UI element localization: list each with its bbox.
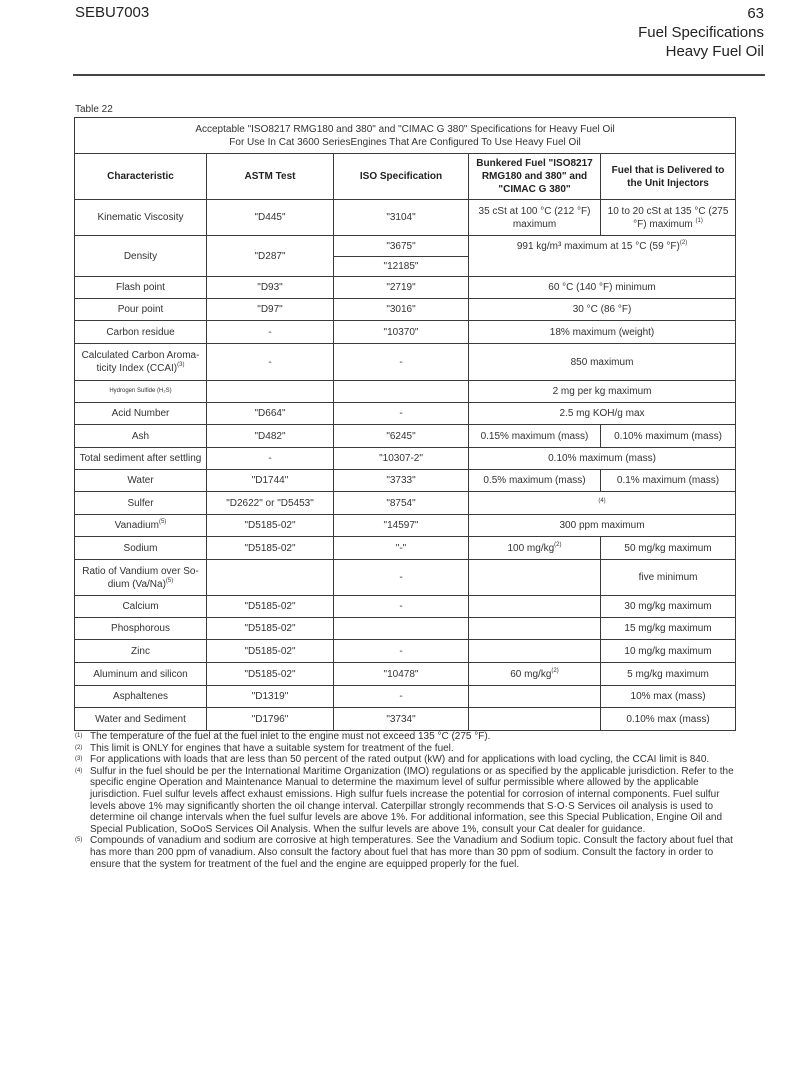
delivered-cell: 50 mg/kg maximum (601, 537, 736, 560)
subsection-title: Heavy Fuel Oil (665, 43, 764, 60)
iso-cell: - (334, 344, 469, 381)
footnote-ref: (2) (679, 240, 688, 246)
page-header-right (638, 4, 764, 61)
astm-cell: "D5185-02" (207, 596, 334, 618)
column-header: Characteristic (75, 154, 207, 200)
footnote (75, 766, 745, 836)
table-row (75, 200, 736, 236)
delivered-cell (601, 200, 736, 236)
characteristic-cell: Aluminum and silicon (75, 663, 207, 686)
combined-value-cell: 0.10% maximum (mass) (469, 448, 736, 470)
combined-value-cell: 300 ppm maximum (469, 515, 736, 537)
combined-value-cell: 2.5 mg KOH/g max (469, 403, 736, 425)
table-row (75, 299, 736, 321)
characteristic-cell: Water and Sediment (75, 708, 207, 731)
table-row (75, 344, 736, 381)
bunkered-value: 60 mg/kg (510, 668, 552, 680)
delivered-cell: 10% max (mass) (601, 686, 736, 708)
characteristic-cell (75, 344, 207, 381)
bunkered-cell (469, 596, 601, 618)
iso-cell: - (334, 596, 469, 618)
astm-cell: "D287" (207, 236, 334, 277)
footnote-ref: (5) (158, 519, 167, 525)
iso-cell: - (334, 640, 469, 663)
table-row (75, 492, 736, 515)
table-row (75, 537, 736, 560)
footnote (75, 754, 745, 766)
footnote-ref: (3) (177, 362, 185, 368)
table-title-line1: Acceptable "ISO8217 RMG180 and 380" and "CIMAC G 380" Specifications for Heavy Fuel Oil (195, 123, 615, 135)
delivered-cell: 0.1% maximum (mass) (601, 470, 736, 492)
delivered-value: 10 to 20 cSt at 135 °C (275 °F) maximum (607, 205, 729, 230)
iso-cell: "10307-2" (334, 448, 469, 470)
astm-cell: "D93" (207, 277, 334, 299)
table-row (75, 515, 736, 537)
astm-cell: "D5185-02" (207, 537, 334, 560)
iso-cell: "3104" (334, 200, 469, 236)
table-row (75, 277, 736, 299)
delivered-cell: five minimum (601, 560, 736, 596)
footnote-text: Sulfur in the fuel should be per the International Maritime Organization (IMO) regulations or as specified by the applicable jurisdiction. Refer to the specific engine Operation and Maintenance Manual to determine the maximum level of sulfur permissible where allowed by the applicable jurisdiction. Fuel sulfur levels affect exhaust emissions. High sulfur fuels increase the potential for corrosion of internal components. Fuel sulfur levels above 1% may significantly shorten the oil change interval. Caterpillar strongly recommends that S·O·S Services oil analysis is used to determine oil change intervals when the fuel sulfur levels are above 1%. For additional information, see this Special Publication, Engine Oil and Special Publication, SoOoS Services Oil Analysis. When the sulfur levels are above 1%, consult your Cat dealer for guidance. (90, 765, 734, 835)
footnote-ref: (2) (554, 541, 562, 548)
astm-cell (207, 381, 334, 403)
characteristic-cell: Carbon residue (75, 321, 207, 344)
delivered-cell: 0.10% max (mass) (601, 708, 736, 731)
iso-cell: "3733" (334, 470, 469, 492)
astm-cell: - (207, 448, 334, 470)
footnote-mark: (2) (75, 744, 83, 751)
iso-cell: - (334, 560, 469, 596)
characteristic-cell: Calcium (75, 596, 207, 618)
footnote-ref: (2) (551, 667, 559, 674)
footnote (75, 743, 745, 755)
delivered-cell: 10 mg/kg maximum (601, 640, 736, 663)
footnote-text: For applications with loads that are less than 50 percent of the rated output (kW) and for applications with load cycling, the CCAI limit is 840. (90, 754, 710, 766)
table-row (75, 381, 736, 403)
column-header: ISO Specification (334, 154, 469, 200)
fuel-spec-table (74, 117, 736, 731)
delivered-cell: 5 mg/kg maximum (601, 663, 736, 686)
iso-cell: "12185" (334, 257, 469, 277)
iso-cell: - (334, 403, 469, 425)
table-row (75, 321, 736, 344)
combined-value-cell (469, 236, 736, 277)
astm-cell (207, 560, 334, 596)
footnote-mark: (4) (75, 767, 83, 774)
iso-cell: - (334, 686, 469, 708)
iso-cell: "2719" (334, 277, 469, 299)
iso-cell: "10478" (334, 663, 469, 686)
table-row (75, 686, 736, 708)
footnote-mark: (3) (75, 756, 83, 763)
iso-cell: "14597" (334, 515, 469, 537)
iso-cell: "3016" (334, 299, 469, 321)
table-row (75, 236, 736, 257)
footnote-mark: (5) (75, 837, 83, 844)
footnotes (75, 731, 745, 870)
table-row (75, 618, 736, 640)
iso-cell (334, 618, 469, 640)
astm-cell: "D1796" (207, 708, 334, 731)
characteristic-cell: Total sediment after settling (75, 448, 207, 470)
iso-cell (334, 381, 469, 403)
section-title: Fuel Specifications (638, 24, 764, 41)
combined-value-cell: 30 °C (86 °F) (469, 299, 736, 321)
delivered-cell: 0.10% maximum (mass) (601, 425, 736, 448)
characteristic-cell: Kinematic Viscosity (75, 200, 207, 236)
iso-cell: "3734" (334, 708, 469, 731)
table-row (75, 596, 736, 618)
characteristic-cell: Hydrogen Sulfide (H₂S) (75, 381, 207, 403)
astm-cell: - (207, 344, 334, 381)
characteristic-cell: Phosphorous (75, 618, 207, 640)
bunkered-cell: 0.15% maximum (mass) (469, 425, 601, 448)
astm-cell: "D97" (207, 299, 334, 321)
footnote-text: This limit is ONLY for engines that have a suitable system for treatment of the fuel. (90, 742, 454, 754)
bunkered-cell (469, 663, 601, 686)
table-row (75, 560, 736, 596)
characteristic-cell: Asphaltenes (75, 686, 207, 708)
column-header: Bunkered Fuel "ISO8217 RMG180 and 380" and "CIMAC G 380" (469, 154, 601, 200)
table-title-row (75, 118, 736, 154)
combined-value-cell: 18% maximum (weight) (469, 321, 736, 344)
characteristic-label: Vanadium (114, 520, 159, 531)
bunkered-cell (469, 686, 601, 708)
characteristic-cell: Flash point (75, 277, 207, 299)
characteristic-label: Ratio of Vandium over So-dium (Va/Na) (82, 565, 199, 590)
bunkered-cell (469, 708, 601, 731)
iso-cell: "6245" (334, 425, 469, 448)
column-header: ASTM Test (207, 154, 334, 200)
delivered-cell: 15 mg/kg maximum (601, 618, 736, 640)
footnote (75, 731, 745, 743)
characteristic-cell: Density (75, 236, 207, 277)
footnote-ref-cell: (4) (469, 492, 736, 515)
column-header: Fuel that is Delivered to the Unit Injectors (601, 154, 736, 200)
footnote-mark: (1) (75, 733, 83, 739)
bunkered-cell (469, 560, 601, 596)
table-row (75, 470, 736, 492)
astm-cell: "D5185-02" (207, 640, 334, 663)
table-row (75, 663, 736, 686)
table-row (75, 403, 736, 425)
footnote-ref: (5) (165, 577, 174, 584)
astm-cell: "D2622" or "D5453" (207, 492, 334, 515)
astm-cell: "D5185-02" (207, 663, 334, 686)
bunkered-cell (469, 618, 601, 640)
characteristic-cell (75, 515, 207, 537)
bunkered-cell (469, 640, 601, 663)
footnote-text: Compounds of vanadium and sodium are corrosive at high temperatures. See the Vanadium and Sodium topic. Consult the factory about fuel that has more than 200 ppm of vanadium. Also consult the factory about fuel that has more than 30 ppm of sodium. Consult the factory in order to ensure that the system for treatment of the fuel and the engine are equipped properly for the fuel. (90, 835, 733, 870)
table-caption: Table 22 (75, 104, 113, 115)
astm-cell: "D5185-02" (207, 618, 334, 640)
astm-cell: "D664" (207, 403, 334, 425)
iso-cell: "8754" (334, 492, 469, 515)
characteristic-cell (75, 560, 207, 596)
footnote-text: The temperature of the fuel at the fuel inlet to the engine must not exceed 135 °C (275 °F). (90, 731, 491, 742)
astm-cell: "D1744" (207, 470, 334, 492)
table-row (75, 708, 736, 731)
characteristic-cell: Sulfer (75, 492, 207, 515)
combined-value-cell: 850 maximum (469, 344, 736, 381)
combined-value-cell: 2 mg per kg maximum (469, 381, 736, 403)
footnote (75, 835, 745, 870)
iso-cell: "3675" (334, 236, 469, 257)
table-title-line2: For Use In Cat 3600 SeriesEngines That Are Configured To Use Heavy Fuel Oil (229, 136, 581, 148)
astm-cell: "D482" (207, 425, 334, 448)
characteristic-cell: Acid Number (75, 403, 207, 425)
document-id: SEBU7003 (75, 4, 150, 21)
bunkered-cell: 0.5% maximum (mass) (469, 470, 601, 492)
characteristic-cell: Pour point (75, 299, 207, 321)
iso-cell: "10370" (334, 321, 469, 344)
table-title (75, 118, 736, 154)
delivered-cell: 30 mg/kg maximum (601, 596, 736, 618)
table-row (75, 425, 736, 448)
table-header-row (75, 154, 736, 200)
combined-value-cell: 60 °C (140 °F) minimum (469, 277, 736, 299)
characteristic-label: Calculated Carbon Aroma-ticity Index (CCAI) (81, 350, 200, 374)
table-row (75, 640, 736, 663)
header-divider (73, 74, 765, 76)
characteristic-cell: Zinc (75, 640, 207, 663)
bunkered-cell: 35 cSt at 100 °C (212 °F) maximum (469, 200, 601, 236)
astm-cell: "D1319" (207, 686, 334, 708)
astm-cell: "D445" (207, 200, 334, 236)
iso-cell: "-" (334, 537, 469, 560)
characteristic-cell: Ash (75, 425, 207, 448)
astm-cell: "D5185-02" (207, 515, 334, 537)
characteristic-cell: Sodium (75, 537, 207, 560)
bunkered-value: 100 mg/kg (507, 542, 555, 554)
combined-value: 991 kg/m³ maximum at 15 °C (59 °F) (516, 241, 680, 252)
page-number: 63 (747, 5, 764, 22)
table-row (75, 448, 736, 470)
bunkered-cell (469, 537, 601, 560)
astm-cell: - (207, 321, 334, 344)
footnote-ref: (1) (695, 217, 703, 224)
characteristic-cell: Water (75, 470, 207, 492)
